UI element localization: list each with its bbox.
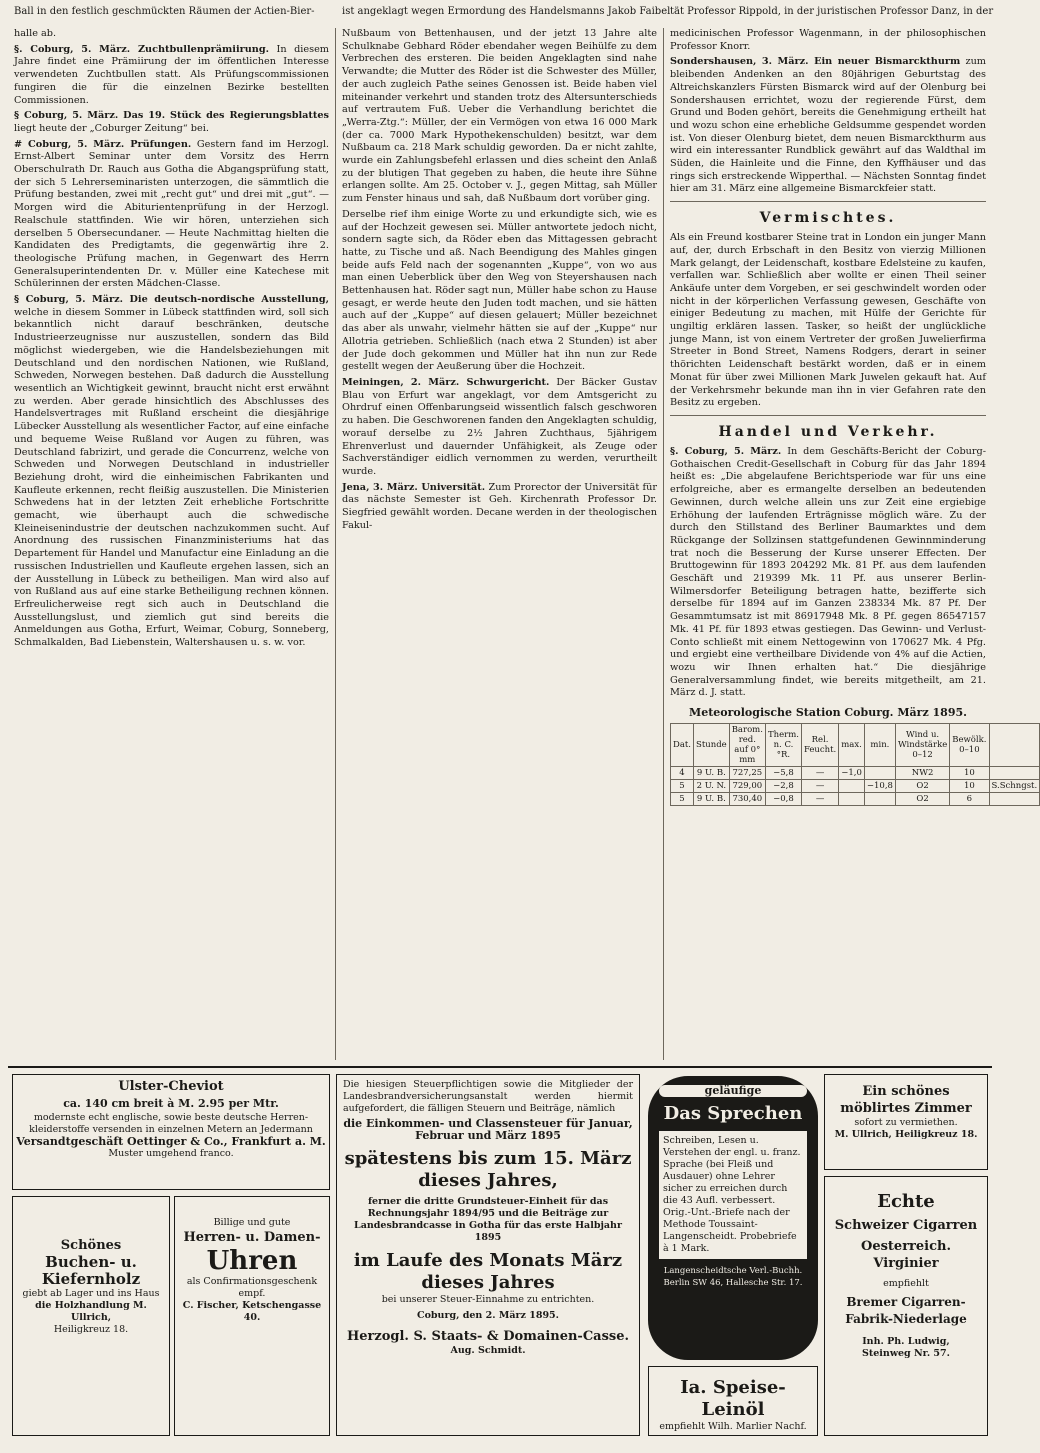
article: Sondershausen, 3. März. Ein neuer Bismarckthurm zum bleibenden Andenken an den 80jährigen Geburtstag des Altreichskanzlers Fürsten Bismarck wird auf der Olenburg bei Sondershausen errichtet, wozu der regierende Fürst, dem Grund und Boden gehört, bereits die Genehmigung ertheilt hat und wozu schon eine erhebliche Geldsumme gespendet worden ist. Von dieser Olenburg bietet, dem neuen Bismarckthurm aus wird ein interessanter Rundblick gewährt auf das Waldthal im Süden, die Hainleite und die Finne, den Kyffhäuser und das rings sich erstreckende Wipperthal. — Nächsten Sonntag findet hier am 31. März eine allgemeine Bismarckfeier statt. (670, 56, 986, 195)
article: Als ein Freund kostbarer Steine trat in London ein junger Mann auf, der, durch Erbschaft in den Besitz von vierzig Millionen Mark gelangt, der Leidenschaft, kostbare Edelsteine zu kaufen, verfallen war. Schließlich aber wollte er einen Theil seiner Ankäufe unter dem Vorgeben, er sei geschwindelt worden oder nicht in der körperlichen Verfassung gewesen, Geschäfte von einiger Bedeutung zu machen, mit Hülfe der Gerichte für ungiltig erklären lassen. Tasker, so heißt der unglückliche junge Mann, ist von einem Vertreter der großen Juwelierfirma Streeter in Bond Street, Namens Rodgers, derart in seiner thörichten Leidenschaft bestärkt worden, daß er in einem Monat für über zwei Millionen Mark Juwelen gekauft hat. Auf der Verkehrsmehr bekunde man ihn in vier Gefahren rate den Besitz zu ergeben. (670, 232, 986, 409)
column-1 (8, 28, 336, 1060)
dateline: # Coburg, 5. März. Prüfungen. (14, 138, 192, 150)
table-row: 5 9 U. B. 730,40 −0,8 — O2 6 (671, 793, 1040, 806)
ad-ulster-cheviot: Ulster-Cheviot ca. 140 cm breit à M. 2.95 per Mtr. modernste echt englische, sowie beste deutsche Herren-kleiderstoffe versenden in einzelnen Metern an Jedermann Versandtgeschäft Oettinger & Co., Frankfurt a. M. Muster umgehend franco. (12, 1074, 330, 1190)
meteo-title: Meteorologische Station Coburg. März 1895. (689, 706, 967, 720)
advertisement-section (8, 1066, 992, 1448)
section-heading-handel: Handel und Verkehr. (718, 423, 938, 440)
meteo-table (670, 723, 1040, 806)
ad-holzhandlung: Schönes Buchen- u. Kiefernholz giebt ab Lager und ins Haus die Holzhandlung M. Ullrich, Heiligkreuz 18. (12, 1196, 170, 1436)
dateline: § Coburg, 5. März. Das 19. Stück des Regierungsblattes (14, 110, 329, 122)
article: Derselbe rief ihm einige Worte zu und erkundigte sich, wie es auf der Hochzeit gewesen sei. Müller antwortete jedoch nicht, sondern sagte sich, da Röder eben das Mittagessen gebracht hatte, zu Tische und aß. Nach Beendigung des Mahles gingen beide aufs Feld nach der sogenannten „Kuppe“, von wo aus man einen Ueberblick über den Weg von Steyershausen nach Bettenhausen hat. Röder sagt nun, Müller habe schon zu Hause gesagt, er werde heute den Juden todt machen, und sie hätten auch auf der „Kuppe“ auf diesen gelauert; Müller bezeichnet das aber als unwahr, vielmehr hätten sie auf der „Kuppe“ nur Allotria getrieben. Schließlich (nach etwa 2 Stunden) ist aber der Jude doch gekommen und Müller hat ihn nun zur Rede gestellt wegen der Aeußerung über die Hochzeit. (342, 208, 657, 373)
article: Nußbaum von Bettenhausen, und der jetzt 13 Jahre alte Schulknabe Gebhard Röder ebendaher wegen Beihülfe zu dem Verbrechen des ersteren. Die beiden Angeklagten sind nahe Verwandte; die Mutter des Röder ist die Schwester des Müller, der auch zugleich Pathe seines Genossen ist. Beide haben viel miteinander verkehrt und standen trotz des Altersunterschieds auf vertrautem Fuß. Ueber die Verhandlung berichtet die „Werra-Ztg.“: Müller, der ein Vermögen von etwa 16 000 Mark (der ca. 7000 Mark Hypothekenschulden) besitzt, war dem Nußbaum ca. 218 Mark schuldig geworden. Da er nicht zahlte, wurde ein Zahlungsbefehl erlassen und dies scheint den Anlaß zu der blutigen That gegeben zu haben, die heute ihre Sühne erlangen sollte. Am 25. October v. J., gegen Mittag, sah Müller zum Fenster hinaus und sah, daß Nußbaum dort vorüber ging. (342, 28, 657, 205)
top-line-col3: tät Professor Rippold, in der juristischen Professor Danz, in der (670, 6, 994, 17)
table-row: 5 2 U. N. 729,00 −2,8 — −10,8 O2 10 S.Schngst. (671, 780, 1040, 793)
article: medicinischen Professor Wagenmann, in der philosophischen Professor Knorr. (670, 28, 986, 52)
divider (670, 415, 986, 416)
dateline: §. Coburg, 5. März. (670, 445, 782, 457)
article: Jena, 3. März. Universität. Zum Prorector der Universität für das nächste Semester ist Geh. Kirchenrath Professor Dr. Siegfried gewählt worden. Decane werden in der theologischen Fakul- (342, 481, 657, 531)
article: §. Coburg, 5. März. In dem Geschäfts-Bericht der Coburg-Gothaischen Credit-Gesellschaft in Coburg für das Jahr 1894 heißt es: „Die abgelaufene Berichtsperiode war für uns eine erfolgreiche, aber es ermangelte derselben an bedeutenden Gewinnen, durch welche allein uns zur Zeit eine ergiebige Erhöhung der laufenden Erträgnisse möglich wäre. Zu der durch den Stillstand des Berliner Baumarktes und dem Rückgange der Sollzinsen stattgefundenen Gewinnminderung trat noch die Besserung der Kurse unserer Effecten. Der Bruttogewinn für 1893 204292 Mk. 81 Pf. aus dem laufenden Geschäft und 219399 Mk. 11 Pf. aus unserer Berlin-Wilmersdorfer Beteiligung betragen hatte, bezifferte sich derselbe für 1894 auf im Ganzen 238334 Mk. 87 Pf. Der Gesammtumsatz ist mit 86917948 Mk. 8 Pf. gegen 86547157 Mk. 41 Pf. für 1893 etwas gestiegen. Das Gewinn- und Verlust-Conto schließt mit einem Nettogewinn von 170627 Mk. 4 Pfg. und ergiebt eine vertheilbare Dividende von 4% auf die Actien, wozu wir Ihnen erhalten hat.“ Die diesjährige Generalversammlung findet, wie bereits mitgetheilt, am 21. März d. J. statt. (670, 445, 986, 699)
dateline: §. Coburg, 5. März. Zuchtbullenprämiirung. (14, 43, 269, 55)
top-line-col2: ist angeklagt wegen Ermordung des Handelsmanns Jakob Faibel (342, 6, 671, 17)
column-3 (664, 28, 1038, 1060)
article-columns (8, 28, 1038, 1060)
divider (670, 201, 986, 202)
dateline: Meiningen, 2. März. Schwurgericht. (342, 376, 550, 388)
ad-sprachunterricht: geläufige Das Sprechen Schreiben, Lesen u. Verstehen der engl. u. franz. Sprache (bei Fleiß und Ausdauer) ohne Lehrer sicher zu erreichen durch die 43 Aufl. verbessert. Orig.-Unt.-Briefe nach der Methode Toussaint-Langenscheidt. Probebriefe à 1 Mark. Langenscheidtsche Verl.-Buchh. Berlin SW 46, Hallesche Str. 17. (648, 1076, 818, 1360)
article: §. Coburg, 5. März. Zuchtbullenprämiirung. In diesem Jahre findet eine Prämiirung der im öffentlichen Interesse verwendeten Zuchtbullen statt. Als Prüfungscommissionen fungiren die für die einzelnen Bezirke bestellten Commissionen. (14, 43, 329, 106)
ad-speise-leinoel: Ia. Speise-Leinöl empfiehlt Wilh. Marlier Nachf. (648, 1366, 818, 1436)
meteo-header-row: Dat. Stunde Barom. red. auf 0° mm Therm. n. C. °R. Rel. Feucht. max. min. Wind u. Windstärke 0–12 Bewölk. 0–10 (671, 724, 1040, 767)
article: § Coburg, 5. März. Das 19. Stück des Regierungsblattes liegt heute der „Coburger Zeitung“ bei. (14, 110, 329, 134)
top-line (8, 6, 992, 17)
ad-uhren: Billige und gute Herren- u. Damen- Uhren als Confirmationsgeschenk empf. C. Fischer, Ketschengasse 40. (174, 1196, 330, 1436)
article: halle ab. (14, 28, 57, 39)
ad-zimmer: Ein schönes möblirtes Zimmer sofort zu vermiethen. M. Ullrich, Heiligkreuz 18. (824, 1074, 988, 1170)
article: Meiningen, 2. März. Schwurgericht. Der Bäcker Gustav Blau von Erfurt war angeklagt, vor dem Amtsgericht zu Ohrdruf einen Offenbarungseid wissentlich falsch geschworen zu haben. Die Geschworenen fanden den Angeklagten schuldig, worauf derselbe zu 2½ Jahren Zuchthaus, 5jährigem Ehrenverlust und dauernder Unfähigkeit, als Zeuge oder Sachverständiger eidlich vernommen zu werden, verurtheilt wurde. (342, 376, 657, 477)
article: # Coburg, 5. März. Prüfungen. Gestern fand im Herzogl. Ernst-Albert Seminar unter dem Vorsitz des Herrn Oberschulrath Dr. Rauch aus Gotha die Abgangsprüfung statt, der sich 5 Lehrerseminaristen unterzogen, die sämmtlich die Prüfung bestanden, zwei mit „recht gut“ und drei mit „gut“. — Morgen wird die Abiturientenprüfung in der Herzogl. Realschule stattfinden. Wie wir hören, unterziehen sich derselben 5 Obersecundaner. — Heute Nachmittag hielten die Kandidaten des Predigtamts, die gegenwärtig ihre 2. theologische Prüfung machen, in Gegenwart des Herrn Generalsuperintendenten Dr. v. Müller eine Katechese mit Schülerinnen der ersten Mädchen-Classe. (14, 138, 329, 290)
ad-steuer-bekanntmachung: Die hiesigen Steuerpflichtigen sowie die Mitglieder der Landesbrandversicherungsanstalt werden hiermit aufgefordert, die fälligen Steuern und Beiträge, nämlich die Einkommen- und Classensteuer für Januar, Februar und März 1895 spätestens bis zum 15. März dieses Jahres, ferner die dritte Grundsteuer-Einheit für das Rechnungsjahr 1894/95 und die Beiträge zur Landesbrandcasse in Gotha für das erste Halbjahr 1895 im Laufe des Monats März dieses Jahres bei unserer Steuer-Einnahme zu entrichten. Coburg, den 2. März 1895. Herzogl. S. Staats- & Domainen-Casse. Aug. Schmidt. (336, 1074, 640, 1436)
top-line-col1: Ball in den festlich geschmückten Räumen der Actien-Bier- (14, 6, 315, 17)
ad-cigarren: Echte Schweizer Cigarren Oesterreich. Virginier empfiehlt Bremer Cigarren-Fabrik-Niederlage Inh. Ph. Ludwig, Steinweg Nr. 57. (824, 1176, 988, 1436)
column-2 (336, 28, 664, 1060)
table-row: 4 9 U. B. 727,25 −5,8 — −1,0 NW2 10 (671, 767, 1040, 780)
section-heading-vermischtes: Vermischtes. (759, 210, 897, 227)
article: § Coburg, 5. März. Die deutsch-nordische Ausstellung, welche in diesem Sommer in Lübeck stattfinden wird, soll sich bekanntlich nicht darauf beschränken, deutsche Industrieerzeugnisse nur auszustellen, sondern das Bild möglichst wiedergeben, wie die Handelsbeziehungen mit Deutschland und den nordischen Nationen, wie Rußland, Schweden, Norwegen bestehen. Daß dadurch die Ausstellung wesentlich an Wichtigkeit gewinnt, braucht nicht erst erwähnt zu werden. Aber gerade hinsichtlich des Abschlusses des Handelsvertrages mit Rußland erscheint die diesjährige Lübecker Ausstellung als wesentlicher Factor, auf eine einfache und bequeme Weise Rußland vor Augen zu führen, was Deutschland fabrizirt, und gerade die Concurrenz, welche von Schweden und Norwegen Deutschland in industrieller Beziehung droht, wird die einheimischen Fabrikanten und Kaufleute erkennen, recht fleißig auszustellen. Die Ministerien Schwedens hat in der letzten Zeit erhebliche Fortschritte gemacht, wie überhaupt auch die schwedische Kleineisenindustrie der deutschen nachzukommen sucht. Auf Anordnung des russischen Finanzministeriums hat das Departement für Handel und Manufactur eine Einladung an die russischen Industriellen und Kaufleute ergehen lassen, sich an der Ausstellung in Lübeck zu betheiligen. Man wird also auf von Rußland aus auf eine starke Betheiligung rechnen können. Erfreulicherweise regt sich auch in Deutschland die Ausstellungslust, und ziemlich gut sind bereits die Anmeldungen aus Gotha, Erfurt, Weimar, Coburg, Sonneberg, Schmalkalden, Bad Liebenstein, Waltershausen u. s. w. vor. (14, 294, 329, 649)
dateline: Jena, 3. März. Universität. (342, 481, 486, 493)
dateline: Sondershausen, 3. März. Ein neuer Bismarckthurm (670, 56, 961, 68)
dateline: § Coburg, 5. März. Die deutsch-nordische Ausstellung, (14, 294, 329, 306)
